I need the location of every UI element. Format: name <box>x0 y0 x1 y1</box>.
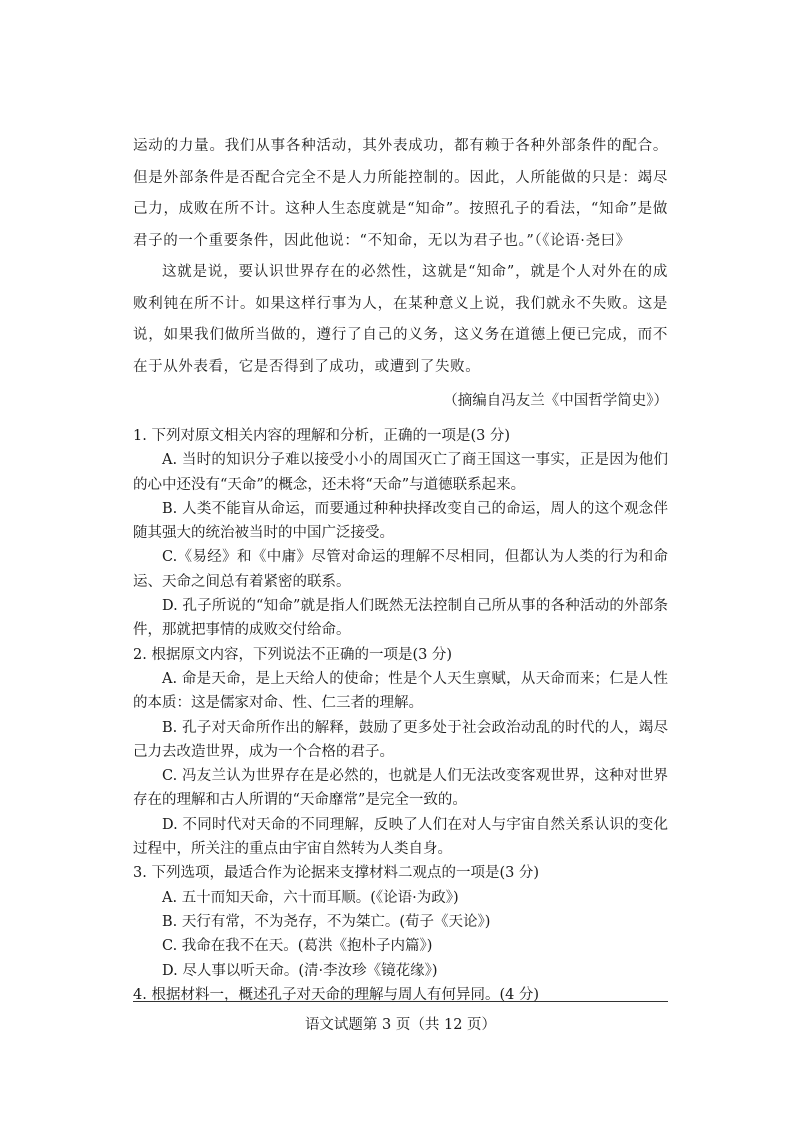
question-stem: 4. 根据材料一，概述孔子对天命的理解与周人有何异同。(4 分) <box>133 986 540 1003</box>
footer-divider <box>133 1001 668 1002</box>
option-a: A. 当时的知识分子难以接受小小的周国灭亡了商王国这一事实，正是因为他们的心中还没有“天命”的概念，还未将“天命”与道德联系起来。 <box>133 452 668 493</box>
option-b: B. 人类不能盲从命运，而要通过种种抉择改变自己的命运，周人的这个观念伴随其强大的统治被当时的中国广泛接受。 <box>133 500 668 542</box>
question-2 <box>133 643 668 862</box>
passage-source: （摘编自冯友兰《中国哲学简史》） <box>443 393 668 409</box>
passage-paragraph: 运动的力量。我们从事各种活动，其外表成功，都有赖于各种外部条件的配合。但是外部条件是否配合完全不是人力所能控制的。因此，人所能做的只是：竭尽己力，成败在所不计。这种人生态度就是“知命”。按照孔子的看法，“知命”是做君子的一个重要条件，因此他说：“不知命，无以为君子也。”（《论语·尧曰》 <box>133 138 668 249</box>
question-1 <box>133 424 668 643</box>
option-a: A. 命是天命，是上天给人的使命；性是个人天生禀赋，从天命而来；仁是人性的本质：这是儒家对命、性、仁三者的理解。 <box>133 670 668 712</box>
question-stem: 3. 下列选项，最适合作为论据来支撑材料二观点的一项是(3 分) <box>133 865 540 882</box>
question-stem: 1. 下列对原文相关内容的理解和分析，正确的一项是(3 分) <box>133 428 511 444</box>
option-d: D. 尽人事以听天命。(清·李汝珍《镜花缘》) <box>162 962 438 979</box>
question-stem: 2. 根据原文内容，下列说法不正确的一项是(3 分) <box>133 646 453 663</box>
option-c: C.《易经》和《中庸》尽管对命运的理解不尽相同，但都认为人类的行为和命运、天命之间总有着紧密的联系。 <box>133 549 668 590</box>
option-b: B. 天行有常，不为尧存，不为桀亡。(荀子《天论》) <box>162 913 491 930</box>
question-4 <box>133 983 668 1007</box>
option-c: C. 我命在我不在天。(葛洪《抱朴子内篇》) <box>162 938 433 955</box>
option-d: D. 孔子所说的“知命”就是指人们既然无法控制自己所从事的各种活动的外部条件，那就把事情的成败交付给命。 <box>133 598 668 639</box>
option-d: D. 不同时代对天命的不同理解，反映了人们在对人与宇宙自然关系认识的变化过程中，所关注的重点由宇宙自然转为人类自身。 <box>133 816 668 858</box>
option-a: A. 五十而知天命，六十而耳顺。(《论语·为政》) <box>162 889 459 906</box>
option-c: C. 冯友兰认为世界存在是必然的，也就是人们无法改变客观世界，这种对世界存在的理解和古人所谓的“天命靡常”是完全一致的。 <box>133 768 668 809</box>
question-3 <box>133 861 668 982</box>
passage-paragraph: 这就是说，要认识世界存在的必然性，这就是“知命”，就是个人对外在的成败利钝在所不计。如果这样行事为人，在某种意义上说，我们就永不失败。这是说，如果我们做所当做的，遵行了自己的义务，这义务在道德上便已完成，而不在于从外表看，它是否得到了成功，或遭到了失败。 <box>133 264 668 375</box>
page-footer: 语文试题第 3 页（共 12 页） <box>304 1017 497 1033</box>
question-list <box>133 424 668 1007</box>
option-b: B. 孔子对天命所作出的解释，鼓励了更多处于社会政治动乱的时代的人，竭尽己力去改造世界，成为一个合格的君子。 <box>133 719 668 760</box>
reading-passage <box>133 131 668 383</box>
